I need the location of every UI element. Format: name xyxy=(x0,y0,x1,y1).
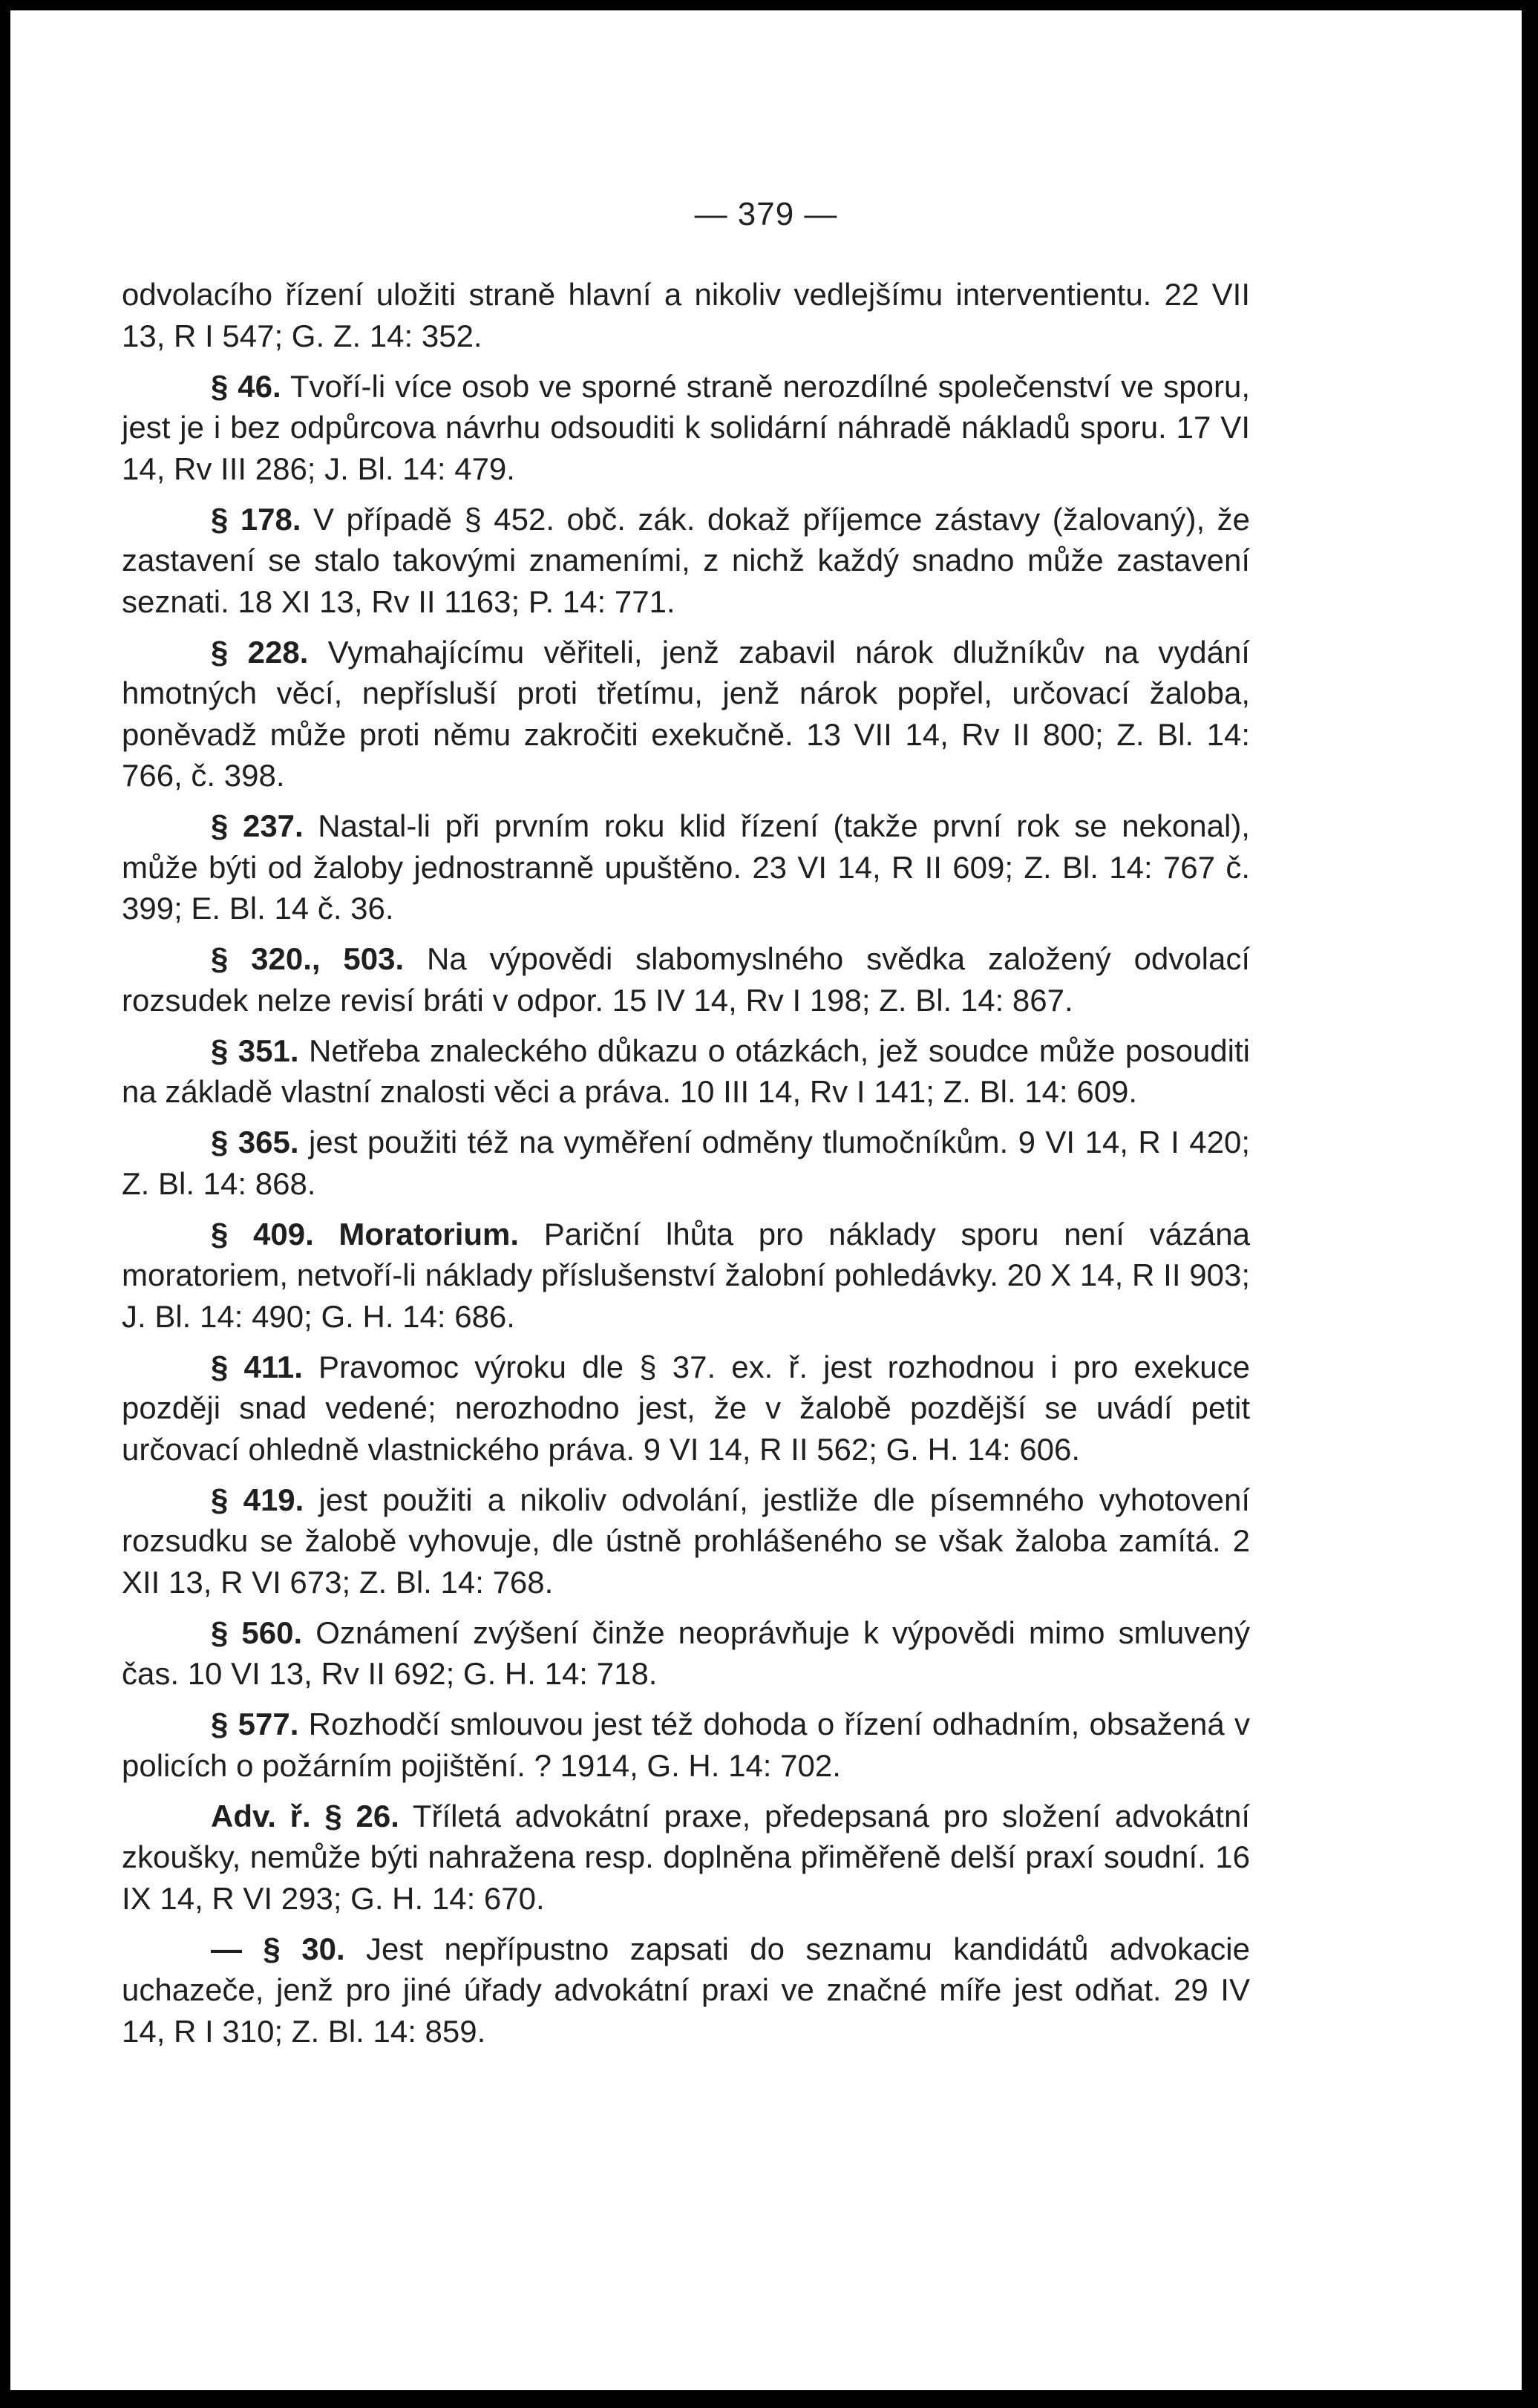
paragraph-ref: § 577. xyxy=(211,1707,299,1741)
paragraph-text: odvolacího řízení uložiti straně hlavní a nikoliv vedlejšímu interventientu. 22 VII 13, R I 547; G. Z. 14: 352. xyxy=(122,277,1250,353)
paragraph-ref: Adv. ř. § 26. xyxy=(211,1798,399,1833)
paragraph-s419 xyxy=(122,1479,1250,1603)
paragraph-ref: § 560. xyxy=(211,1614,303,1650)
paragraph-text: Tvoří-li více osob ve sporné straně nerozdílné společenství ve sporu, jest je i bez odpůrcova návrhu odsouditi k solidární náhradě nákladů sporu. 17 VI 14, Rv III 286; J. Bl. 14: 479. xyxy=(122,368,1251,486)
paragraph-s560 xyxy=(122,1612,1250,1695)
paragraph-ref: § 409. xyxy=(211,1216,314,1252)
paragraph-ref: § 351. xyxy=(211,1033,299,1068)
paragraph-text: jest použiti a nikoliv odvolání, jestliže dle písemného vyhotovení rozsudku se žalobě vyhovuje, dle ústně prohlášeného se však žaloba zamítá. 2 XII 13, R VI 673; Z. Bl. 14: 768. xyxy=(122,1482,1250,1600)
paragraph-ref: § 228. xyxy=(211,634,309,670)
page-number: — 379 — xyxy=(694,196,838,232)
paragraph-s577 xyxy=(122,1704,1250,1786)
paragraph-text: Rozhodčí smlouvou jest též dohoda o řízení odhadním, obsažená v policích o požárním pojištění. ? 1914, G. H. 14: 702. xyxy=(122,1707,1250,1783)
paragraph-ref: § 46. xyxy=(211,368,281,404)
paragraph-s46 xyxy=(122,366,1250,490)
paragraph-s178 xyxy=(122,499,1250,623)
scanned-page xyxy=(10,10,1522,2390)
paragraph-text: Jest nepřípustno zapsati do seznamu kandidátů advokacie uchazeče, jenž pro jiné úřady advokátní praxi ve značné míře jest odňat. 29 IV 14, R I 310; Z. Bl. 14: 859. xyxy=(122,1931,1251,2049)
paragraph-text: Tříletá advokátní praxe, předepsaná pro složení advokátní zkoušky, nemůže býti nahražena resp. doplněna přiměřeně delší praxí soudní. 16 IX 14, R VI 293; G. H. 14: 670. xyxy=(122,1798,1250,1916)
paragraph-ref: — § 30. xyxy=(211,1931,345,1966)
paragraph-text: V případě § 452. obč. zák. dokaž příjemce zástavy (žalovaný), že zastavení se stalo takovými znameními, z nichž každý snadno může zastavení seznati. 18 XI 13, Rv II 1163; P. 14: 771. xyxy=(122,501,1250,619)
paragraph-ref: § 365. xyxy=(211,1125,299,1159)
paragraph-adv30 xyxy=(122,1928,1250,2052)
paragraph-s320 xyxy=(122,938,1250,1021)
paragraph-s409 xyxy=(122,1214,1250,1338)
paragraph-s365 xyxy=(122,1122,1250,1204)
paragraph-text: Netřeba znaleckého důkazu o otázkách, jež soudce může posouditi na základě vlastní znalosti věci a práva. 10 III 14, Rv I 141; Z. Bl. 14: 609. xyxy=(122,1033,1251,1109)
paragraph-ref: § 419. xyxy=(211,1482,304,1517)
paragraph-s237 xyxy=(122,805,1250,929)
paragraph-text: Vymahajícímu věřiteli, jenž zabavil nárok dlužníkův na vydání hmotných věcí, nepřísluší proti třetímu, jenž nárok popřel, určovací žaloba, poněvadž může proti němu zakročiti exekučně. 13 VII 14, Rv II 800; Z. Bl. 14: 766, č. 398. xyxy=(122,634,1250,793)
text-block xyxy=(122,274,1250,2061)
paragraph-text: Nastal-li při prvním roku klid řízení (takže první rok se nekonal), může býti od žaloby jednostranně upuštěno. 23 VI 14, R II 609; Z. Bl. 14: 767 č. 399; E. Bl. 14 č. 36. xyxy=(122,808,1250,926)
paragraph-ref: § 178. xyxy=(211,501,301,537)
paragraph-ref: § 320., 503. xyxy=(211,941,405,976)
paragraph-ref: § 411. xyxy=(211,1349,303,1384)
paragraph-text: Na výpovědi slabomyslného svědka založený odvolací rozsudek nelze revisí bráti v odpor. 15 IV 14, Rv I 198; Z. Bl. 14: 867. xyxy=(122,941,1250,1018)
paragraph-s411 xyxy=(122,1347,1250,1470)
paragraph-s228 xyxy=(122,632,1250,796)
paragraph-text: Pariční lhůta pro náklady sporu není vázána moratoriem, netvoří-li náklady příslušenství žalobní pohledávky. 20 X 14, R II 903; J. Bl. 14: 490; G. H. 14: 686. xyxy=(122,1216,1251,1334)
paragraph-adv26 xyxy=(122,1796,1250,1920)
paragraph-continuation xyxy=(122,274,1250,356)
paragraph-text: Oznámení zvýšení činže neoprávňuje k výpovědi mimo smluvený čas. 10 VI 13, Rv II 692; G. H. 14: 718. xyxy=(122,1614,1250,1691)
paragraph-ref: § 237. xyxy=(211,808,304,843)
paragraph-text: Pravomoc výroku dle § 37. ex. ř. jest rozhodnou i pro exekuce později snad vedené; nerozhodno jest, že v žalobě pozdější se uvádí petit určovací ohledně vlastnického práva. 9 VI 14, R II 562; G. H. 14: 606. xyxy=(122,1349,1250,1467)
paragraph-keyword: Moratorium. xyxy=(313,1216,520,1252)
paragraph-text: jest použiti též na vyměření odměny tlumočníkům. 9 VI 14, R I 420; Z. Bl. 14: 868. xyxy=(122,1125,1250,1201)
paragraph-s351 xyxy=(122,1030,1250,1113)
